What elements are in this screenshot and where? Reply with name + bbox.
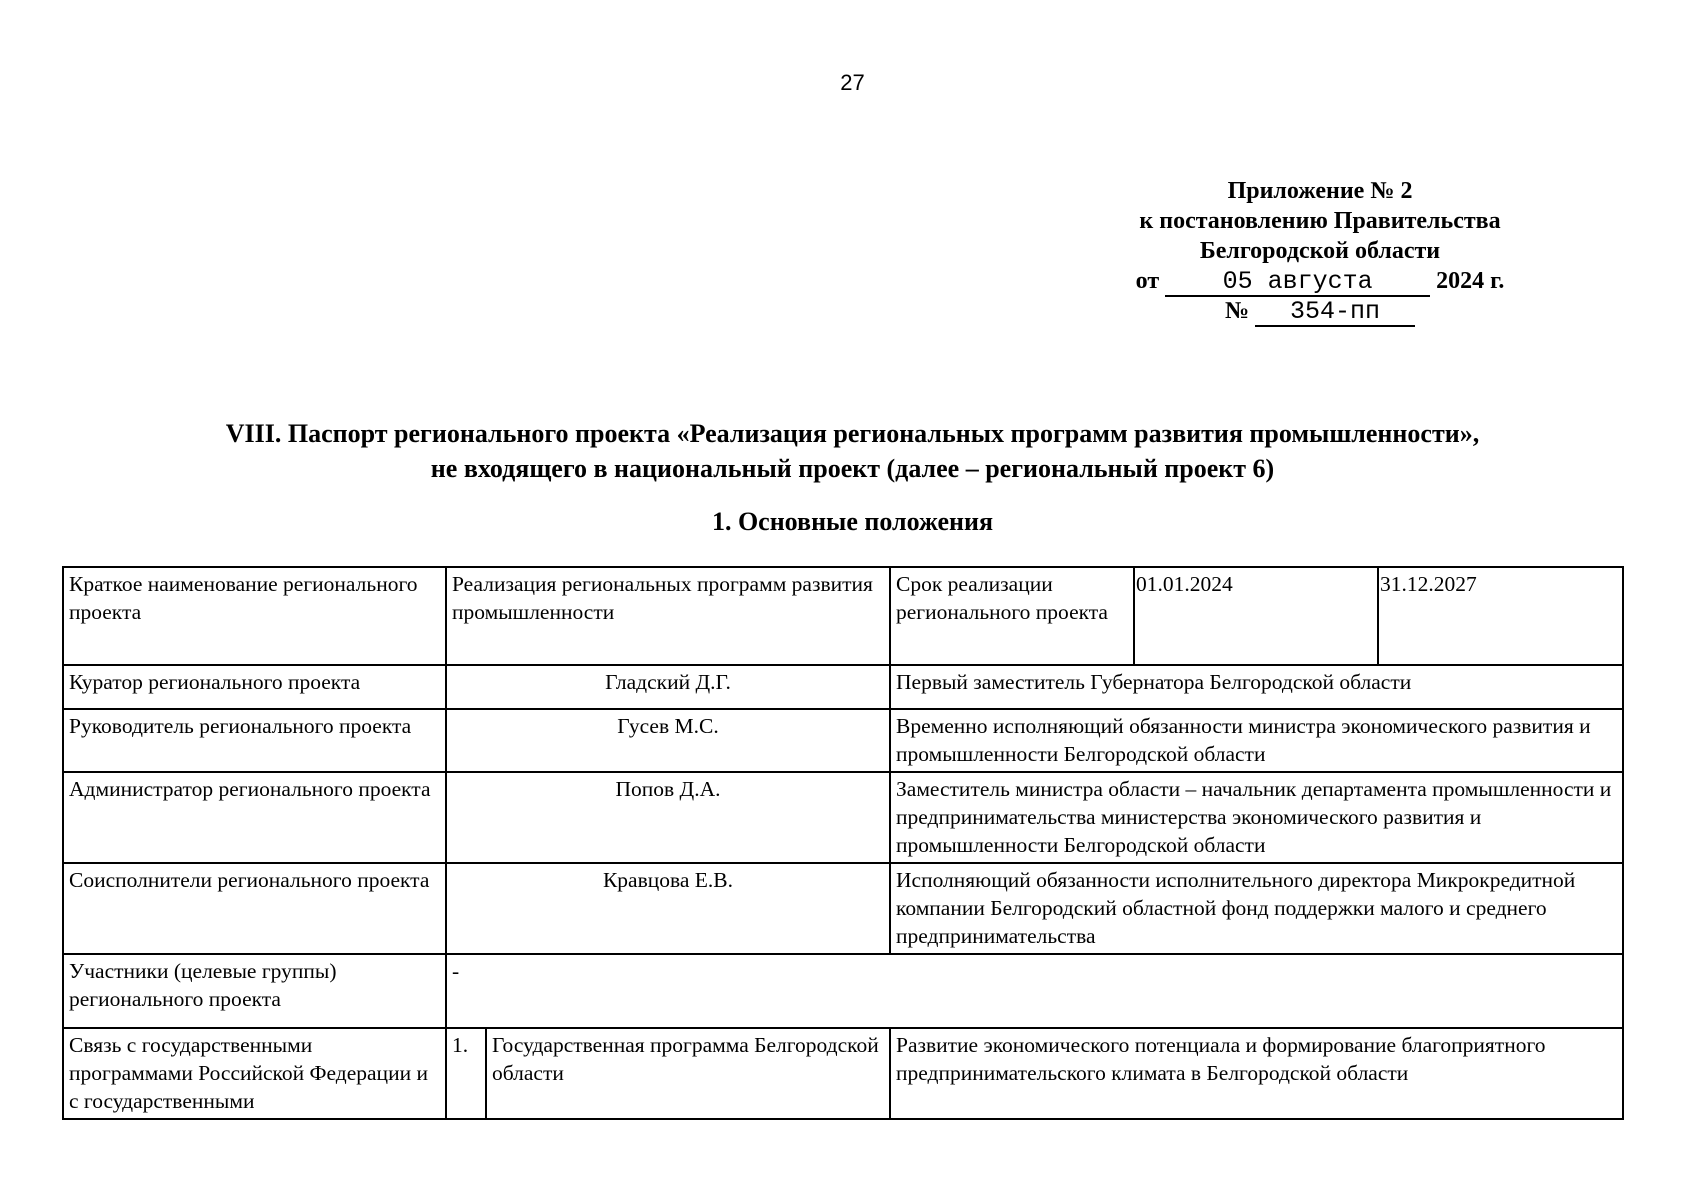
table-row: [63, 863, 1623, 954]
date-suffix: 2024 г.: [1436, 268, 1505, 294]
coexec-position: Исполняющий обязанности исполнительного директора Микрокредитной компании Белгородский областной фонд поддержки малого и среднего предпринимательства: [890, 863, 1623, 954]
table-row: [63, 567, 1623, 665]
appendix-block: [1100, 176, 1540, 326]
curator-label: Куратор регионального проекта: [63, 665, 446, 709]
appendix-date-line: [1100, 266, 1540, 296]
date-value: 05 августа: [1165, 269, 1430, 297]
period-label: Срок реализации регионального проекта: [890, 567, 1134, 665]
section-title: [0, 416, 1705, 486]
admin-position: Заместитель министра области – начальник департамента промышленности и предпринимательства министерства экономического развития и промышленности Белгородской области: [890, 772, 1623, 863]
appendix-resolution: к постановлению Правительства: [1139, 208, 1501, 234]
short-name-label: Краткое наименование регионального проекта: [63, 567, 446, 665]
link-number: 1.: [446, 1028, 486, 1119]
table-row: [63, 1028, 1623, 1119]
section-title-line-1: VIII. Паспорт регионального проекта «Реализация региональных программ развития промышленности»,: [225, 419, 1480, 448]
head-name: Гусев М.С.: [446, 709, 890, 772]
appendix-number-line: [1100, 296, 1540, 326]
passport-table: [62, 566, 1624, 1120]
participants-label: Участники (целевые группы) регионального проекта: [63, 954, 446, 1028]
head-position: Временно исполняющий обязанности министра экономического развития и промышленности Белгородской области: [890, 709, 1623, 772]
link-program-name: Развитие экономического потенциала и формирование благоприятного предпринимательского климата в Белгородской области: [890, 1028, 1623, 1119]
coexec-label: Соисполнители регионального проекта: [63, 863, 446, 954]
page-number: 27: [840, 70, 865, 95]
table-row: [63, 665, 1623, 709]
admin-label: Администратор регионального проекта: [63, 772, 446, 863]
short-name-value: Реализация региональных программ развития промышленности: [446, 567, 890, 665]
table-row: [63, 709, 1623, 772]
admin-name: Попов Д.А.: [446, 772, 890, 863]
date-prefix: от: [1135, 268, 1160, 294]
link-program: Государственная программа Белгородской области: [486, 1028, 890, 1119]
participants-value: -: [446, 954, 1623, 1028]
subsection-title: 1. Основные положения: [711, 507, 994, 536]
curator-name: Гладский Д.Г.: [446, 665, 890, 709]
table-row: [63, 772, 1623, 863]
table-row: [63, 954, 1623, 1028]
period-end: 31.12.2027: [1378, 567, 1623, 665]
period-start: 01.01.2024: [1134, 567, 1378, 665]
appendix-title: Приложение № 2: [1227, 178, 1413, 204]
number-prefix: №: [1224, 298, 1250, 324]
link-label: Связь с государственными программами Российской Федерации и с государственными: [63, 1028, 446, 1119]
coexec-name: Кравцова Е.В.: [446, 863, 890, 954]
curator-position: Первый заместитель Губернатора Белгородской области: [890, 665, 1623, 709]
appendix-region: Белгородской области: [1199, 238, 1441, 264]
number-value: 354-пп: [1255, 299, 1415, 327]
section-title-line-2: не входящего в национальный проект (далее – региональный проект 6): [430, 454, 1275, 483]
head-label: Руководитель регионального проекта: [63, 709, 446, 772]
